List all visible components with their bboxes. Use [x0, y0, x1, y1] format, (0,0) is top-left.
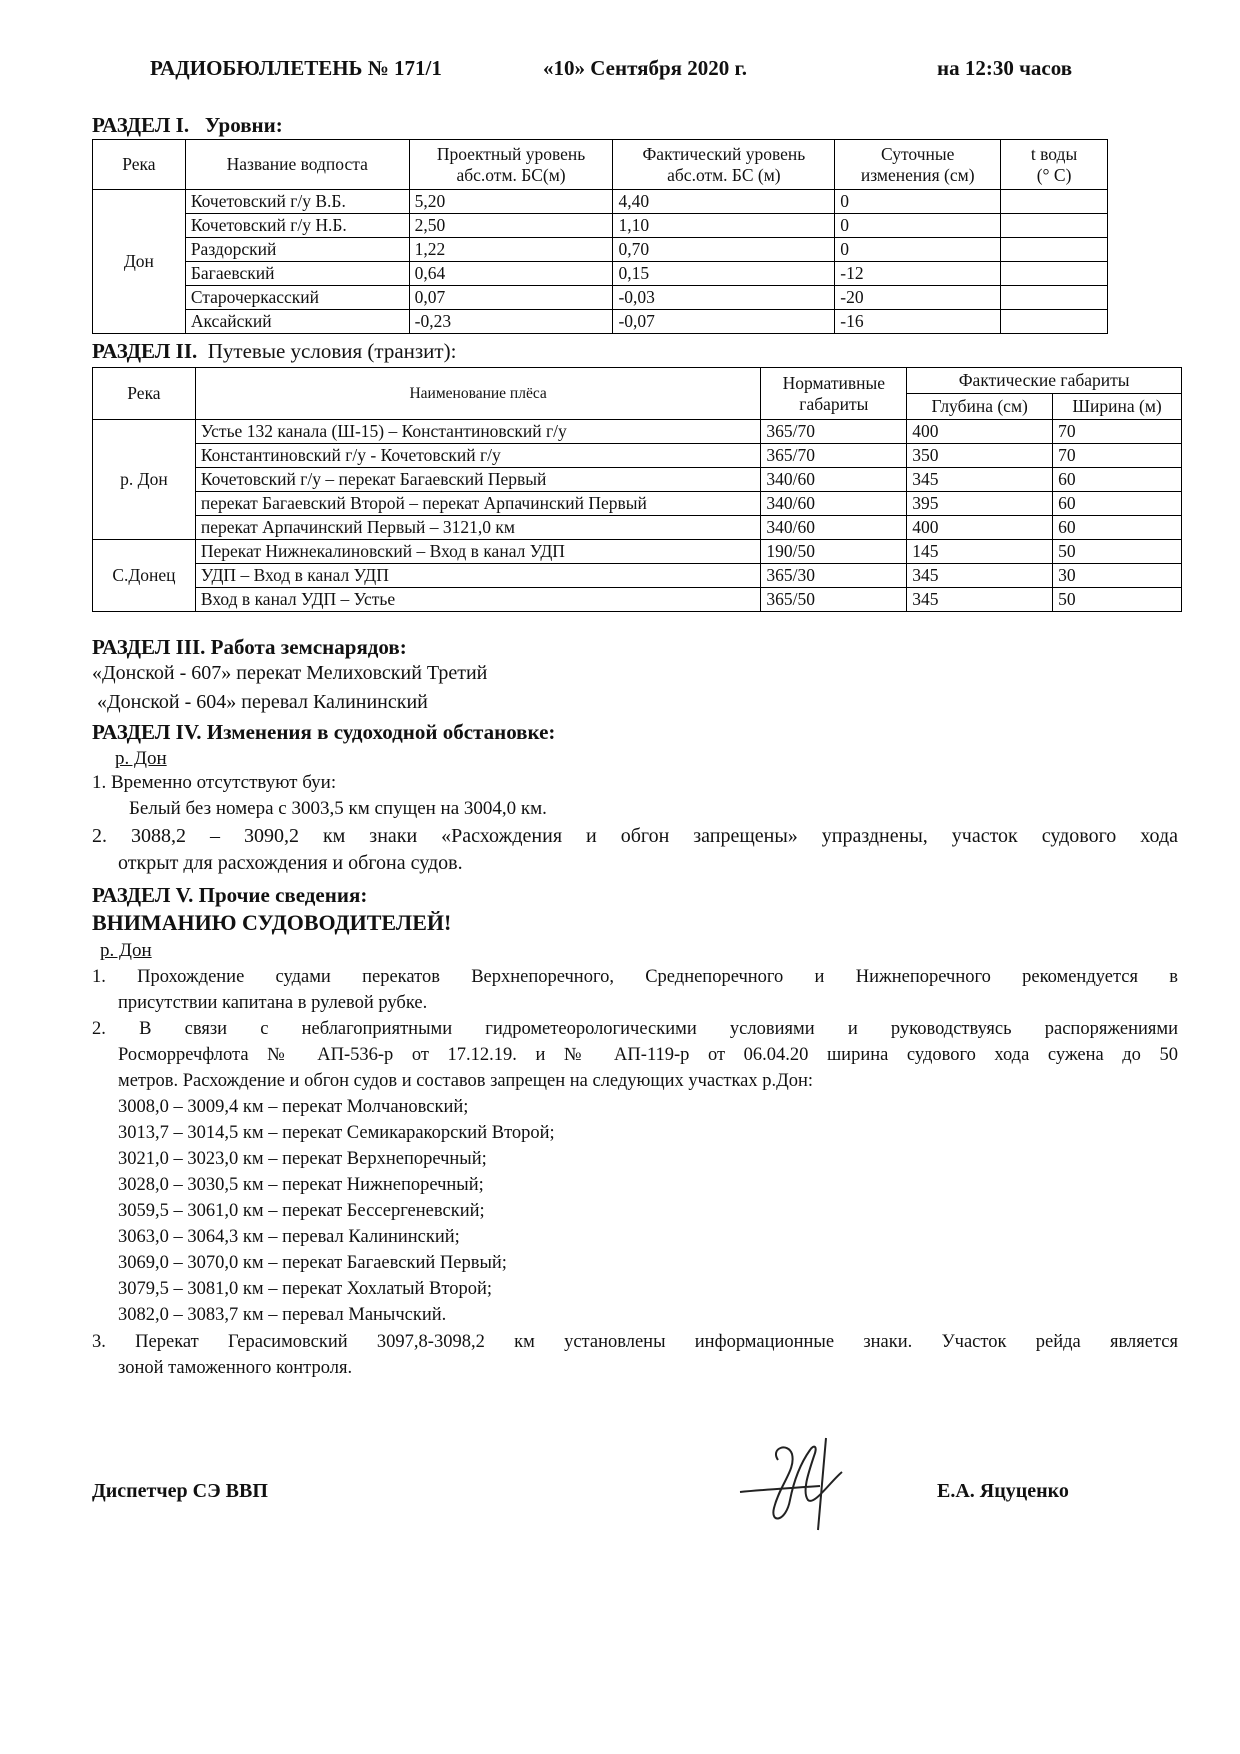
- transit-header-reach: Наименование плёса: [195, 368, 761, 420]
- section1-subtitle: Уровни:: [204, 113, 283, 137]
- table-row: [93, 492, 1182, 516]
- levels-table: [92, 139, 1108, 334]
- levels-header-post: Название водпоста: [185, 140, 409, 190]
- restricted-segment: 3079,5 – 3081,0 км – перекат Хохлатый Второй;: [118, 1279, 493, 1299]
- section5-river: р. Дон: [100, 940, 152, 961]
- bulletin-time: на 12:30 часов: [937, 56, 1073, 80]
- table-row: [93, 516, 1182, 540]
- levels-header-river: Река: [93, 140, 186, 190]
- actual-cell: -0,07: [613, 310, 835, 334]
- levels-header-row: [93, 140, 1108, 190]
- temp-cell: [1001, 262, 1108, 286]
- table-row: [93, 420, 1182, 444]
- width-cell: 70: [1053, 420, 1182, 444]
- section2-subtitle: Путевые условия (транзит):: [207, 339, 457, 363]
- dredger-line: «Донской - 604» перевал Калининский: [92, 691, 428, 713]
- restricted-segment: 3069,0 – 3070,0 км – перекат Багаевский Первый;: [118, 1253, 507, 1273]
- transit-river-cell: р. Дон: [93, 420, 196, 540]
- temp-cell: [1001, 310, 1108, 334]
- table-row: [93, 190, 1108, 214]
- bulletin-date: «10» Сентября 2020 г.: [543, 56, 747, 80]
- section4-title: РАЗДЕЛ IV. Изменения в судоходной обстановке:: [92, 720, 556, 744]
- levels-header-daily: Суточные изменения (см): [835, 140, 1001, 190]
- width-cell: 60: [1053, 468, 1182, 492]
- table-row: [93, 588, 1182, 612]
- transit-river-cell: С.Донец: [93, 540, 196, 612]
- section5-item2-line3: метров. Расхождение и обгон судов и составов запрещен на следующих участках р.Дон:: [118, 1071, 814, 1091]
- depth-cell: 345: [907, 588, 1053, 612]
- levels-header-actual: Фактический уровень абс.отм. БС (м): [613, 140, 835, 190]
- section4-item2-line1: 2. 3088,2 – 3090,2 км знаки «Расхождения и обгон запрещены» упразднены, участок судового хода: [92, 825, 1178, 847]
- norm-cell: 365/50: [761, 588, 907, 612]
- design-cell: 5,20: [409, 190, 613, 214]
- reach-cell: Устье 132 канала (Ш-15) – Константиновский г/у: [195, 420, 761, 444]
- table-row: [93, 286, 1108, 310]
- post-cell: Старочеркасский: [185, 286, 409, 310]
- change-cell: -16: [835, 310, 1001, 334]
- design-cell: 0,64: [409, 262, 613, 286]
- section5-item2-line1: 2. В связи с неблагоприятными гидрометеорологическими условиями и руководствуясь распоряжениями: [92, 1019, 1178, 1039]
- reach-cell: УДП – Вход в канал УДП: [195, 564, 761, 588]
- table-row: [93, 444, 1182, 468]
- reach-cell: Перекат Нижнекалиновский – Вход в канал УДП: [195, 540, 761, 564]
- section4-item1: 1. Временно отсутствуют буи:: [92, 772, 337, 793]
- temp-cell: [1001, 214, 1108, 238]
- section4-river: р. Дон: [115, 748, 167, 769]
- width-cell: 50: [1053, 588, 1182, 612]
- post-cell: Багаевский: [185, 262, 409, 286]
- post-cell: Раздорский: [185, 238, 409, 262]
- transit-header-fact: Фактические габариты: [907, 368, 1182, 394]
- reach-cell: перекат Багаевский Второй – перекат Арпачинский Первый: [195, 492, 761, 516]
- actual-cell: 1,10: [613, 214, 835, 238]
- section5-item1-line2: присутствии капитана в рулевой рубке.: [118, 993, 428, 1013]
- change-cell: 0: [835, 238, 1001, 262]
- levels-header-temp: t воды (° С): [1001, 140, 1108, 190]
- design-cell: 1,22: [409, 238, 613, 262]
- width-cell: 30: [1053, 564, 1182, 588]
- section1-title: РАЗДЕЛ I.: [92, 113, 190, 137]
- section1-heading: [92, 113, 283, 138]
- post-cell: Кочетовский г/у Н.Б.: [185, 214, 409, 238]
- table-row: [93, 468, 1182, 492]
- actual-cell: 0,15: [613, 262, 835, 286]
- transit-header-row: [93, 368, 1182, 394]
- temp-cell: [1001, 190, 1108, 214]
- depth-cell: 395: [907, 492, 1053, 516]
- depth-cell: 345: [907, 564, 1053, 588]
- width-cell: 70: [1053, 444, 1182, 468]
- width-cell: 60: [1053, 516, 1182, 540]
- restricted-segment: 3021,0 – 3023,0 км – перекат Верхнепоречный;: [118, 1149, 487, 1169]
- change-cell: 0: [835, 190, 1001, 214]
- reach-cell: Вход в канал УДП – Устье: [195, 588, 761, 612]
- norm-cell: 190/50: [761, 540, 907, 564]
- attention-heading: ВНИМАНИЮ СУДОВОДИТЕЛЕЙ!: [92, 910, 452, 935]
- restricted-segment: 3028,0 – 3030,5 км – перекат Нижнепоречный;: [118, 1175, 484, 1195]
- width-cell: 50: [1053, 540, 1182, 564]
- transit-header-depth: Глубина (см): [907, 394, 1053, 420]
- table-row: [93, 262, 1108, 286]
- section4-item1-detail: Белый без номера с 3003,5 км спущен на 3004,0 км.: [129, 798, 547, 819]
- signature: [730, 1420, 870, 1540]
- transit-header-width: Ширина (м): [1053, 394, 1182, 420]
- norm-cell: 365/30: [761, 564, 907, 588]
- restricted-segment: 3063,0 – 3064,3 км – перевал Калининский;: [118, 1227, 460, 1247]
- norm-cell: 365/70: [761, 444, 907, 468]
- transit-table: [92, 367, 1182, 612]
- section3-title: РАЗДЕЛ III. Работа земснарядов:: [92, 635, 407, 659]
- bulletin-title: РАДИОБЮЛЛЕТЕНЬ № 171/1: [150, 56, 442, 80]
- dispatcher-name: Е.А. Яцуценко: [937, 1480, 1069, 1502]
- restricted-segment: 3082,0 – 3083,7 км – перевал Манычский.: [118, 1305, 447, 1325]
- width-cell: 60: [1053, 492, 1182, 516]
- section2-title: РАЗДЕЛ II.: [92, 339, 198, 363]
- section5-item2-line2: Росморречфлота № АП-536-р от 17.12.19. и № АП-119-р от 06.04.20 ширина судового хода сужена до 50: [118, 1045, 1178, 1065]
- transit-header-river: Река: [93, 368, 196, 420]
- table-row: [93, 214, 1108, 238]
- dredger-line: «Донской - 607» перекат Мелиховский Третий: [92, 662, 488, 684]
- actual-cell: -0,03: [613, 286, 835, 310]
- post-cell: Аксайский: [185, 310, 409, 334]
- temp-cell: [1001, 286, 1108, 310]
- reach-cell: Кочетовский г/у – перекат Багаевский Первый: [195, 468, 761, 492]
- table-row: [93, 540, 1182, 564]
- design-cell: 2,50: [409, 214, 613, 238]
- design-cell: -0,23: [409, 310, 613, 334]
- design-cell: 0,07: [409, 286, 613, 310]
- section2-heading: [92, 339, 456, 364]
- restricted-segment: 3059,5 – 3061,0 км – перекат Бессергеневский;: [118, 1201, 485, 1221]
- restricted-segment: 3013,7 – 3014,5 км – перекат Семикаракорский Второй;: [118, 1123, 555, 1143]
- table-row: [93, 238, 1108, 262]
- restricted-segment: 3008,0 – 3009,4 км – перекат Молчановский;: [118, 1097, 469, 1117]
- norm-cell: 340/60: [761, 468, 907, 492]
- change-cell: 0: [835, 214, 1001, 238]
- table-row: [93, 310, 1108, 334]
- section4-item2-line2: открыт для расхождения и обгона судов.: [118, 852, 463, 874]
- section5-title: РАЗДЕЛ V. Прочие сведения:: [92, 883, 368, 907]
- depth-cell: 345: [907, 468, 1053, 492]
- norm-cell: 340/60: [761, 516, 907, 540]
- levels-river-cell: Дон: [93, 190, 186, 334]
- section5-item1-line1: 1. Прохождение судами перекатов Верхнепоречного, Среднепоречного и Нижнепоречного рекомендуется в: [92, 967, 1178, 987]
- table-row: [93, 564, 1182, 588]
- section5-item3-line2: зоной таможенного контроля.: [118, 1358, 353, 1378]
- actual-cell: 0,70: [613, 238, 835, 262]
- reach-cell: перекат Арпачинский Первый – 3121,0 км: [195, 516, 761, 540]
- post-cell: Кочетовский г/у В.Б.: [185, 190, 409, 214]
- dispatcher-position: Диспетчер СЭ ВВП: [92, 1480, 268, 1502]
- depth-cell: 350: [907, 444, 1053, 468]
- depth-cell: 400: [907, 420, 1053, 444]
- change-cell: -20: [835, 286, 1001, 310]
- norm-cell: 365/70: [761, 420, 907, 444]
- depth-cell: 400: [907, 516, 1053, 540]
- actual-cell: 4,40: [613, 190, 835, 214]
- change-cell: -12: [835, 262, 1001, 286]
- reach-cell: Константиновский г/у - Кочетовский г/у: [195, 444, 761, 468]
- norm-cell: 340/60: [761, 492, 907, 516]
- levels-header-design: Проектный уровень абс.отм. БС(м): [409, 140, 613, 190]
- transit-header-norm: Нормативные габариты: [761, 368, 907, 420]
- section5-item3-line1: 3. Перекат Герасимовский 3097,8-3098,2 км установлены информационные знаки. Участок рейда является: [92, 1332, 1178, 1352]
- depth-cell: 145: [907, 540, 1053, 564]
- temp-cell: [1001, 238, 1108, 262]
